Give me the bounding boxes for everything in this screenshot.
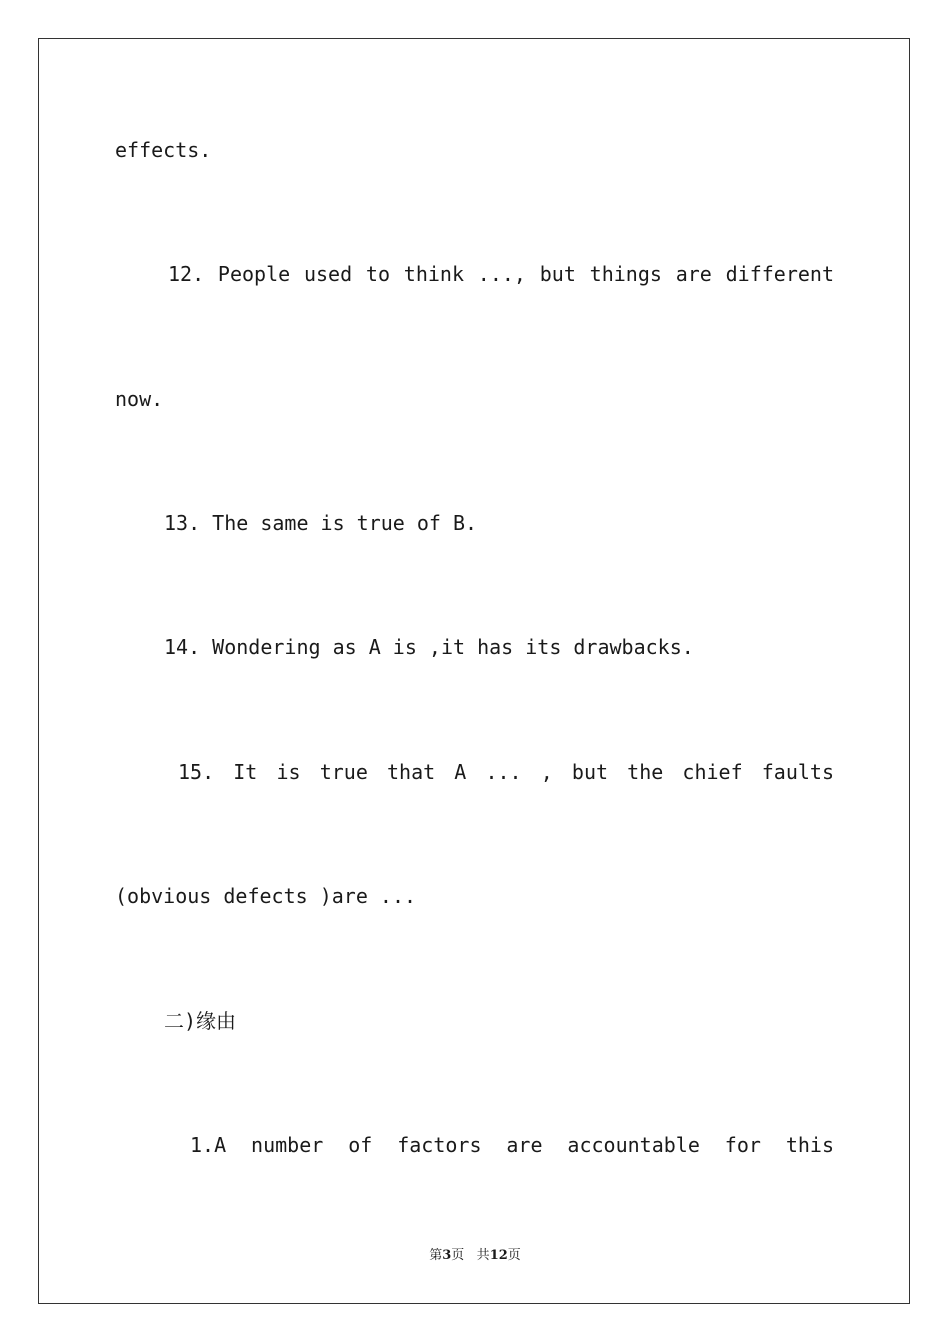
footer-total-pages: 12 (489, 1248, 508, 1263)
page-border (38, 38, 910, 1304)
text-line-now: now. (115, 387, 164, 411)
text-line-item-15: 15. It is true that A ... , but the chief faults (178, 760, 834, 784)
text-line-item-14: 14. Wondering as A is ,it has its drawbacks. (164, 635, 694, 659)
footer-page-suffix: 页 (451, 1248, 465, 1263)
text-line-obvious-defects: (obvious defects )are ... (115, 884, 417, 908)
text-line-reason-1: 1.A number of factors are accountable for this (190, 1133, 834, 1157)
text-line-item-13: 13. The same is true of B. (164, 511, 478, 535)
footer-total-prefix: 共 (476, 1248, 490, 1263)
footer-prefix: 第 (429, 1248, 443, 1263)
footer-total-suffix: 页 (507, 1248, 521, 1263)
text-line-effects: effects. (115, 138, 212, 162)
text-line-item-12: 12. People used to think ..., but things are different (168, 262, 834, 286)
section-heading-reasons: 二)缘由 (164, 1009, 237, 1033)
footer-page-number: 3 (442, 1248, 452, 1263)
page-footer (0, 1247, 950, 1265)
